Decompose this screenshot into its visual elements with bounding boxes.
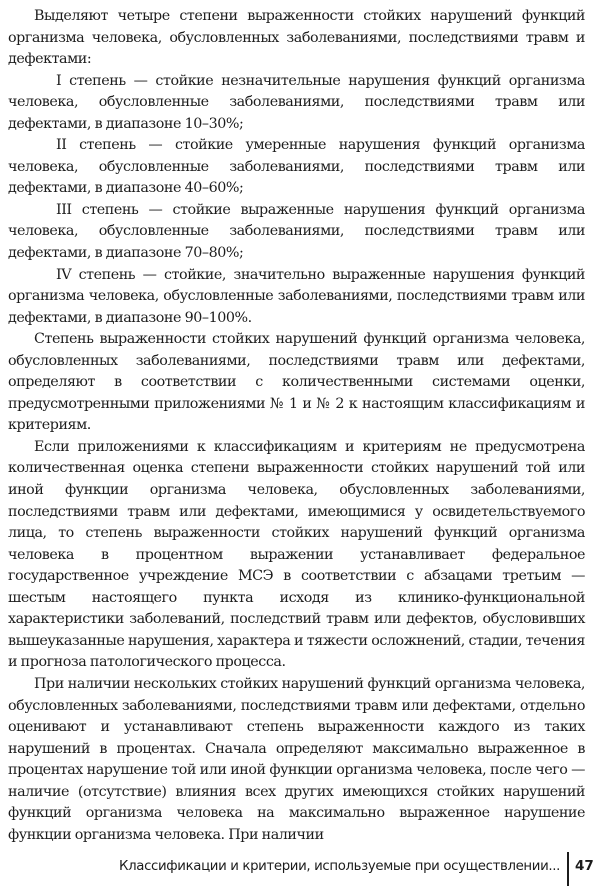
page-footer [0, 848, 604, 888]
body-text [8, 6, 585, 846]
paragraph-several-impairments: При наличии нескольких стойких нарушений функций организма человека, обусловленных заболеваниями, последствиями травм или дефектами, отдельно оценивают и устанавливают степень выраженности каждого из таких нарушений в процентах. Сначала определяют максимально выраженное в процентах нарушение той или иной функции организма человека, после чего — наличие (отсутствие) влияния всех других имеющихся стойких нарушений функций организма человека на максимально выраженное нарушение функции организма человека. При наличии [8, 675, 585, 843]
paragraph-intro: Выделяют четыре степени выраженности стойких нарушений функций организма человека, обусловленных заболеваниями, последствиями травм и дефектами: [8, 8, 585, 68]
running-title: Классификации и критерии, используемые при осуществлении... [119, 859, 560, 874]
paragraph-degree-2: II степень — стойкие умеренные нарушения функций организма человека, обусловленные заболеваниями, последствиями травм или дефектами, в диапазоне 40–60%; [8, 137, 585, 197]
paragraph-degree-4: IV степень — стойкие, значительно выраженные нарушения функций организма человека, обусловленные заболеваниями, последствиями травм или дефектами, в диапазоне 90–100%. [8, 266, 585, 326]
footer-divider [567, 852, 569, 886]
paragraph-degree-3: III степень — стойкие выраженные нарушения функций организма человека, обусловленные заболеваниями, последствиями травм или дефектами, в диапазоне 70–80%; [8, 201, 585, 262]
paragraph-degree-1: I степень — стойкие незначительные нарушения функций организма человека, обусловленные заболеваниями, последствиями травм или дефектами, в диапазоне 10–30%; [8, 72, 585, 132]
paragraph-assessment: Степень выраженности стойких нарушений функций организма человека, обусловленных заболеваниями, последствиями травм или дефектами, определяют в соответствии с количественными системами оценки, предусмотренными приложениями № 1 и № 2 к настоящим классификациям и критериям. [8, 331, 585, 434]
paragraph-no-assessment: Если приложениями к классификациям и критериям не предусмотрена количественная оценка степени выраженности стойких нарушений той или иной функции организма человека, обусловленных заболеваниями, последствиями травм или дефектами, имеющимися у освидетельствуемого лица, то степень выраженности стойких нарушений функций организма человека в процентном выражении устанавливает федеральное государственное учреждение МСЭ в соответствии с абзацами третьим — шестым настоящего пункта исходя из клинико-функциональной характеристики заболеваний, последствий травм или дефектов, обусловивших вышеуказанные нарушения, характера и тяжести осложнений, стадии, течения и прогноза патологического процесса. [8, 438, 585, 671]
page-number: 47 [575, 858, 594, 874]
